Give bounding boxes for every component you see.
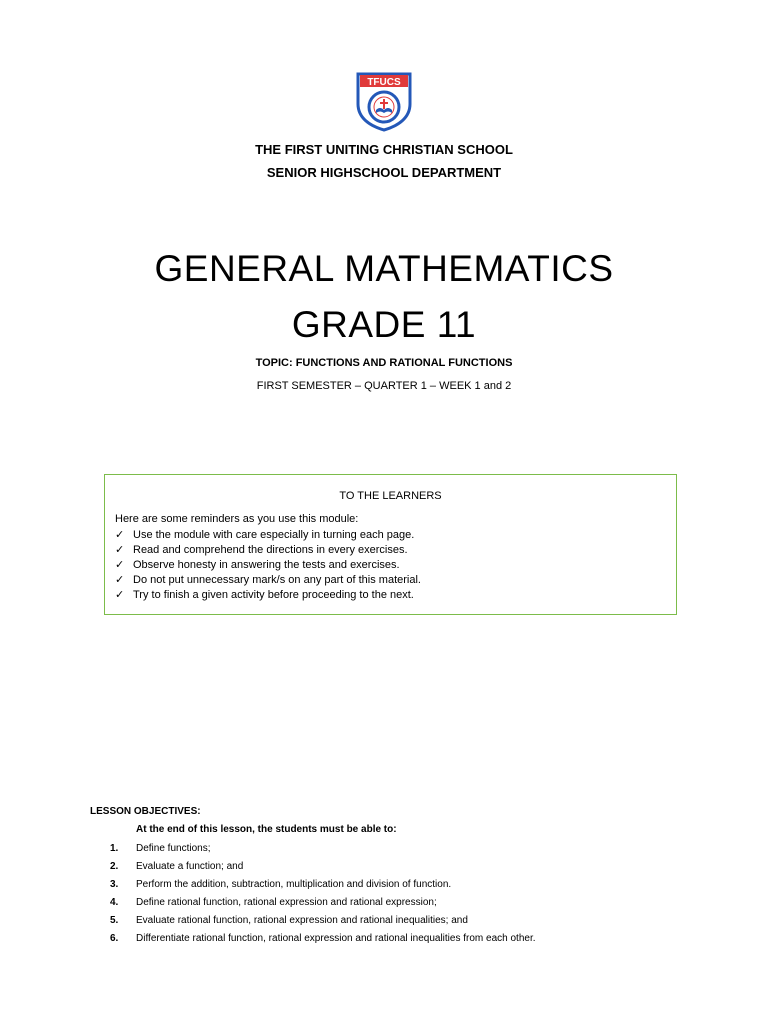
reminder-text: Use the module with care especially in turning each page. bbox=[133, 529, 415, 541]
school-shield-logo-icon bbox=[354, 70, 414, 132]
objective-text: Evaluate a function; and bbox=[136, 861, 244, 872]
objective-text: Differentiate rational function, rational expression and rational inequalities from each other. bbox=[136, 933, 536, 944]
objective-text: Define functions; bbox=[136, 843, 211, 854]
objective-text: Perform the addition, subtraction, multiplication and division of function. bbox=[136, 879, 452, 890]
reminder-text: Try to finish a given activity before proceeding to the next. bbox=[133, 589, 414, 601]
objective-item bbox=[110, 912, 536, 930]
objective-number: 1. bbox=[110, 843, 119, 854]
school-name: THE FIRST UNITING CHRISTIAN SCHOOL bbox=[255, 142, 513, 157]
semester-line: FIRST SEMESTER – QUARTER 1 – WEEK 1 and 2 bbox=[256, 380, 512, 392]
learner-reminders-box bbox=[104, 474, 677, 615]
department-name: SENIOR HIGHSCHOOL DEPARTMENT bbox=[266, 165, 502, 180]
reminder-item bbox=[115, 558, 421, 573]
objective-item bbox=[110, 840, 536, 858]
logo-acronym: TFUCS bbox=[367, 77, 401, 88]
check-icon: ✓ bbox=[115, 544, 125, 556]
objectives-list bbox=[110, 840, 536, 948]
check-icon: ✓ bbox=[115, 589, 125, 601]
subject-title: GENERAL MATHEMATICS bbox=[154, 248, 614, 289]
objectives-intro: At the end of this lesson, the students must be able to: bbox=[136, 824, 397, 835]
topic-line: TOPIC: FUNCTIONS AND RATIONAL FUNCTIONS bbox=[255, 357, 513, 369]
objective-number: 4. bbox=[110, 897, 119, 908]
reminder-item bbox=[115, 588, 421, 603]
grade-level: GRADE 11 bbox=[291, 304, 477, 345]
reminders-list bbox=[115, 528, 421, 603]
reminders-heading: TO THE LEARNERS bbox=[339, 490, 442, 502]
reminder-item bbox=[115, 543, 421, 558]
objective-text: Define rational function, rational expression and rational expression; bbox=[136, 897, 437, 908]
school-logo bbox=[354, 70, 414, 132]
check-icon: ✓ bbox=[115, 574, 125, 586]
objective-item bbox=[110, 894, 536, 912]
objective-text: Evaluate rational function, rational expression and rational inequalities; and bbox=[136, 915, 468, 926]
objectives-heading: LESSON OBJECTIVES: bbox=[90, 806, 201, 817]
check-icon: ✓ bbox=[115, 559, 125, 571]
objective-number: 2. bbox=[110, 861, 119, 872]
objective-item bbox=[110, 930, 536, 948]
reminder-text: Do not put unnecessary mark/s on any part of this material. bbox=[133, 574, 421, 586]
objective-number: 6. bbox=[110, 933, 119, 944]
check-icon: ✓ bbox=[115, 529, 125, 541]
reminder-text: Read and comprehend the directions in every exercises. bbox=[133, 544, 408, 556]
objective-item bbox=[110, 876, 536, 894]
reminder-item bbox=[115, 573, 421, 588]
objective-number: 5. bbox=[110, 915, 119, 926]
reminders-intro: Here are some reminders as you use this module: bbox=[115, 513, 359, 525]
objective-number: 3. bbox=[110, 879, 119, 890]
objective-item bbox=[110, 858, 536, 876]
reminder-item bbox=[115, 528, 421, 543]
reminder-text: Observe honesty in answering the tests and exercises. bbox=[133, 559, 400, 571]
